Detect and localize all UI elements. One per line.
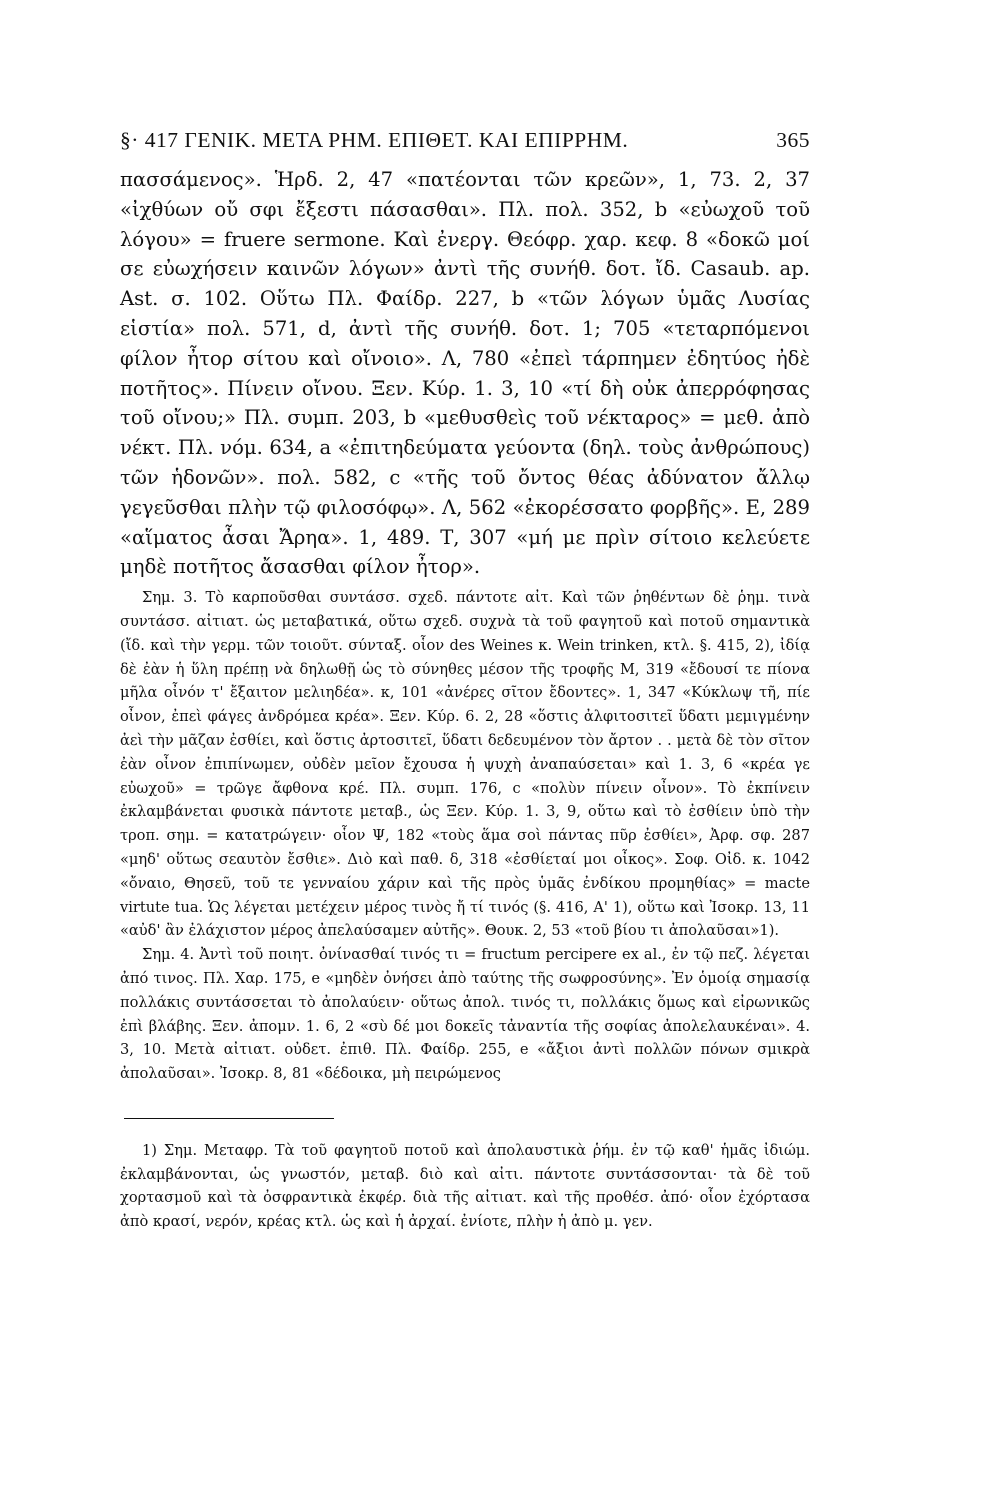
main-text-block (120, 165, 810, 582)
book-page (120, 128, 810, 1234)
footnote-1: 1) Σημ. Μεταφρ. Τὰ τοῦ φαγητοῦ ποτοῦ καὶ ἀπολαυστικὰ ῥήμ. ἐν τῷ καθ' ἡμᾶς ἰδιώμ. ἐκλαμβάνονται, ὡς γνωστόν, μεταβ. διὸ καὶ αἰτι. πάντοτε συντάσσονται· τὰ δὲ τοῦ χορτασμοῦ καὶ τὰ ὀσφραντικὰ ἐκφέρ. διὰ τῆς αἰτιατ. καὶ τῆς προθέσ. ἀπό· οἷον ἐχόρτασα ἀπὸ κρασί, νερόν, κρέας κτλ. ὡς καὶ ἡ ἀρχαί. ἐνίοτε, πλὴν ἡ ἀπὸ μ. γεν. (120, 1141, 810, 1231)
notes-block (120, 586, 810, 1086)
page-number: 365 (776, 128, 810, 152)
note-3: Σημ. 3. Τὸ καρποῦσθαι συντάσσ. σχεδ. πάντοτε αἰτ. Καὶ τῶν ῥηθέντων δὲ ῥημ. τινὰ συντάσσ. αἰτιατ. ὡς μεταβατικά, οὕτω σχεδ. συχνὰ τὰ τοῦ φαγητοῦ καὶ ποτοῦ σημαντικὰ (ἴδ. καὶ τὴν γερμ. τῶν τοιοῦτ. σύνταξ. οἷον des Weines κ. Wein trinken, κτλ. §. 415, 2), ἰδίᾳ δὲ ἐὰν ἡ ὕλη πρέπῃ νὰ δηλωθῇ ὡς τὸ σύνηθες μέσον τῆς τροφῆς Μ, 319 «ἔδουσί τε πίονα μῆλα οἶνόν τ' ἔξαιτον μελιηδέα». κ, 101 «ἀνέρες σῖτον ἔδοντες». 1, 347 «Κύκλωψ τῆ, πίε οἶνον, ἐπεὶ φάγες ἀνδρόμεα κρέα». Ξεν. Κύρ. 6. 2, 28 «ὅστις ἀλφιτοσιτεῖ ὕδατι μεμιγμένην ἀεὶ τὴν μᾶζαν ἐσθίει, καὶ ὅστις ἀρτοσιτεῖ, ὕδατι δεδευμένον τὸν ἄρτον . . μετὰ δὲ τὸν σῖτον ἐὰν οἶνον ἐπιπίνωμεν, οὐδὲν μεῖον ἔχουσα ἡ ψυχὴ ἀναπαύσεται» καὶ 1. 3, 6 «κρέα γε εὐωχοῦ» = τρῶγε ἄφθονα κρέ. Πλ. συμπ. 176, c «πολὺν πίνειν οἶνον». Τὸ ἐκπίνειν ἐκλαμβάνεται φυσικὰ πάντοτε μεταβ., ὡς Ξεν. Κύρ. 1. 3, 9, οὕτω καὶ τὸ ἐσθίειν ὑπὸ τὴν τροπ. σημ. = κατατρώγειν· οἷον Ψ, 182 «τοὺς ἅμα σοὶ πάντας πῦρ ἐσθίει», Ἀρφ. σφ. 287 «μηδ' οὕτως σεαυτὸν ἔσθιε». Διὸ καὶ παθ. δ, 318 «ἐσθίεταί μοι οἶκος». Σοφ. Οἰδ. κ. 1042 «ὄναιο, Θησεῦ, τοῦ τε γενναίου χάριν καὶ τῆς πρὸς ὑμᾶς ἐνδίκου προμηθίας» = macte virtute tua. Ὡς λέγεται μετέχειν μέρος τινὸς ἤ τί τινός (§. 416, Α' 1), οὕτω καὶ Ἰσοκρ. 13, 11 «αὐδ' ἂν ἐλάχιστον μέρος ἀπελαύσαμεν αὐτῆς». Θουκ. 2, 53 «τοῦ βίου τι ἀπολαῦσαι»1). (120, 589, 810, 940)
footnote-block (120, 1139, 810, 1234)
note-4: Σημ. 4. Ἀντὶ τοῦ ποιητ. ὀνίνασθαί τινός τι = fructum percipere ex al., ἐν τῷ πεζ. λέγεται ἀπό τινος. Πλ. Χαρ. 175, e «μηδὲν ὀνήσει ἀπὸ ταύτης τῆς σωφροσύνης». Ἐν ὁμοίᾳ σημασίᾳ πολλάκις συντάσσεται τὸ ἀπολαύειν· οὕτως ἀπολ. τινός τι, πολλάκις ὅμως καὶ εἰρωνικῶς ἐπὶ βλάβης. Ξεν. ἀπομν. 1. 6, 2 «σὺ δέ μοι δοκεῖς τἀναντία τῆς σοφίας ἀπολελαυκέναι». 4. 3, 10. Μετὰ αἰτιατ. οὐδετ. ἐπιθ. Πλ. Φαίδρ. 255, e «ἄξιοι ἀντὶ πολλῶν πόνων σμικρὰ ἀπολαῦσαι». Ἰσοκρ. 8, 81 «δέδοικα, μὴ πειρώμενος (120, 946, 810, 1083)
footnote-divider (124, 1118, 334, 1119)
main-paragraph: πασσάμενος». Ἡρδ. 2, 47 «πατέονται τῶν κρεῶν», 1, 73. 2, 37 «ἰχθύων οὔ σφι ἔξεστι πάσασθαι». Πλ. πολ. 352, b «εὐωχοῦ τοῦ λόγου» = fruere sermone. Καὶ ἐνεργ. Θεόφρ. χαρ. κεφ. 8 «δοκῶ μοί σε εὐωχήσειν καινῶν λόγων» ἀντὶ τῆς συνήθ. δοτ. ἴδ. Casaub. ap. Ast. σ. 102. Οὕτω Πλ. Φαίδρ. 227, b «τῶν λόγων ὑμᾶς Λυσίας εἱστία» πολ. 571, d, ἀντὶ τῆς συνήθ. δοτ. 1; 705 «τεταρπόμενοι φίλον ἦτορ σίτου καὶ οἴνοιο». Λ, 780 «ἐπεὶ τάρπημεν ἐδητύος ἠδὲ ποτῆτος». Πίνειν οἴνου. Ξεν. Κύρ. 1. 3, 10 «τί δὴ οὐκ ἀπερρόφησας τοῦ οἴνου;» Πλ. συμπ. 203, b «μεθυσθεὶς τοῦ νέκταρος» = μεθ. ἀπὸ νέκτ. Πλ. νόμ. 634, a «ἐπιτηδεύματα γεύοντα (δηλ. τοὺς ἀνθρώπους) τῶν ἡδονῶν». πολ. 582, c «τῆς τοῦ ὄντος θέας ἀδύνατον ἄλλῳ γεγεῦσθαι πλὴν τῷ φιλοσόφῳ». Λ, 562 «ἐκορέσσατο φορβῆς». Ε, 289 «αἵματος ἆσαι Ἄρηα». 1, 489. Τ, 307 «μή με πρὶν σίτοιο κελεύετε μηδὲ ποτῆτος ἄσασθαι φίλον ἦτορ». (120, 168, 810, 579)
running-header (120, 128, 810, 153)
section-heading: §· 417 ΓΕΝΙΚ. ΜΕΤΑ ΡΗΜ. ΕΠΙΘΕΤ. ΚΑΙ ΕΠΙΡΡΗΜ. (120, 128, 629, 152)
